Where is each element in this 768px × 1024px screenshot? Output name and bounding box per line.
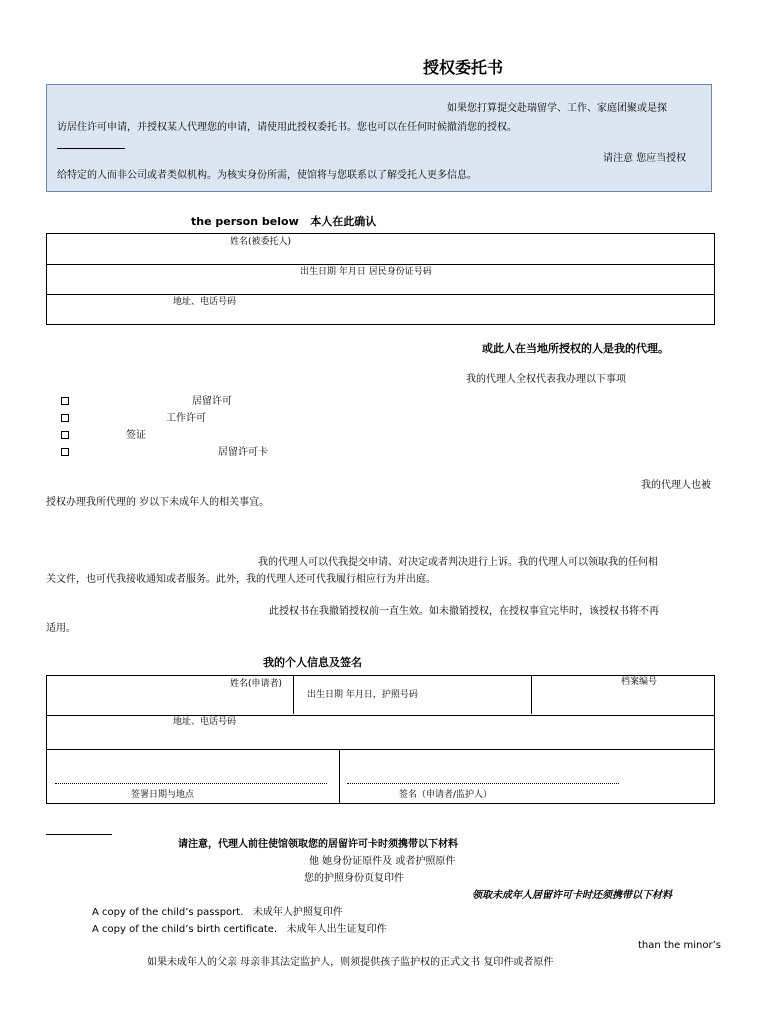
- agent-dob-id-field[interactable]: [47, 265, 714, 294]
- agent-heading-en: the person below: [191, 215, 299, 228]
- footer-divider: [46, 834, 112, 835]
- page-title: 授权委托书: [423, 58, 504, 77]
- applicant-name-field[interactable]: [47, 676, 293, 715]
- agent-dob-id-label: 出生日期 年月日 居民身份证号码: [300, 267, 432, 277]
- minor-authority-line-1: 我的代理人也被: [641, 480, 711, 491]
- appeal-line-1: 我的代理人可以代我提交申请、对决定或者判决进行上诉。我的代理人可以领取我的任何相: [258, 557, 658, 568]
- notice-divider: [57, 148, 125, 149]
- notice-line-3: 请注意 您应当授权: [603, 153, 687, 164]
- pickup-req-id: 他 她身份证原件及 或者护照原件: [309, 856, 456, 867]
- applicant-dob-passport-field[interactable]: [294, 676, 531, 715]
- applicant-dob-passport-label: 出生日期 年月日，护照号码: [307, 690, 418, 700]
- agent-heading: [191, 215, 376, 229]
- date-place-line[interactable]: [55, 783, 327, 784]
- agent-address-label: 地址、电话号码: [173, 297, 237, 307]
- file-number-label: 档案编号: [621, 677, 658, 687]
- minor-req-birth-cert-zh: 未成年人出生证复印件: [286, 924, 387, 935]
- authority-intro: 我的代理人全权代表我办理以下事项: [466, 374, 626, 385]
- item-residence-card: 居留许可卡: [218, 447, 268, 458]
- minor-req-passport-en: A copy of the child’s passport.: [92, 907, 244, 918]
- signature-label: 签名（申请者/监护人）: [399, 790, 493, 800]
- checkbox-residence-permit[interactable]: [61, 397, 69, 405]
- applicant-address-field[interactable]: [47, 716, 714, 749]
- agent-heading-zh: 本人在此确认: [310, 215, 377, 228]
- minor-req-birth-cert: [92, 923, 387, 936]
- minor-pickup-heading: 领取未成年人居留许可卡时还须携带以下材料: [472, 890, 672, 901]
- notice-box: [46, 84, 712, 192]
- agent-address-field[interactable]: [47, 295, 714, 324]
- item-work-permit: 工作许可: [166, 413, 206, 424]
- pickup-req-passport-copy: 您的护照身份页复印件: [304, 873, 404, 884]
- notice-line-4: 给特定的人而非公司或者类似机构。为核实身份所需，使馆将与您联系以了解受托人更多信息。: [57, 170, 477, 181]
- appeal-line-2: 关文件，也可代我接收通知或者服务。此外，我的代理人还可代我履行相应行为并出庭。: [46, 574, 436, 585]
- minor-authority-line-2: 授权办理我所代理的 岁以下未成年人的相关事宜。: [46, 497, 270, 508]
- agent-name-field[interactable]: [47, 234, 714, 264]
- applicant-name-label: 姓名(申请者): [230, 679, 283, 689]
- applicant-heading: 我的个人信息及签名: [263, 656, 362, 669]
- notice-line-1: 如果您打算提交赴瑞留学、工作、家庭团聚或是探: [447, 103, 667, 114]
- agent-designation: 或此人在当地所授权的人是我的代理。: [482, 342, 669, 355]
- minor-req-birth-cert-en: A copy of the child’s birth certificate.: [92, 924, 278, 935]
- signature-line[interactable]: [347, 783, 619, 784]
- validity-line-2: 适用。: [46, 623, 76, 634]
- minor-req-passport-zh: 未成年人护照复印件: [252, 907, 343, 918]
- agent-name-label: 姓名(被委托人): [230, 237, 292, 247]
- checkbox-residence-card[interactable]: [61, 448, 69, 456]
- date-place-label: 签署日期与地点: [131, 790, 195, 800]
- checkbox-work-permit[interactable]: [61, 414, 69, 422]
- guardian-requirement: 如果未成年人的父亲 母亲非其法定监护人，则须提供孩子监护权的正式文书 复印件或者原件: [147, 957, 554, 968]
- validity-line-1: 此授权书在我撤销授权前一直生效。如未撤销授权，在授权事宜完毕时，该授权书将不再: [269, 606, 659, 617]
- applicant-address-label: 地址、电话号码: [173, 717, 237, 727]
- applicant-table: [46, 675, 715, 804]
- item-residence-permit: 居留许可: [192, 396, 232, 407]
- agent-table: [46, 233, 715, 325]
- notice-line-2: 访居住许可申请，并授权某人代理您的申请，请使用此授权委托书。您也可以在任何时候撤消您的授权。: [57, 122, 517, 133]
- than-minor-text: than the minor’s: [638, 940, 721, 951]
- file-number-field[interactable]: [532, 676, 714, 715]
- minor-req-passport: [92, 906, 343, 919]
- pickup-note-heading: 请注意，代理人前往使馆领取您的居留许可卡时须携带以下材料: [178, 839, 458, 850]
- item-visa: 签证: [126, 430, 146, 441]
- checkbox-visa[interactable]: [61, 431, 69, 439]
